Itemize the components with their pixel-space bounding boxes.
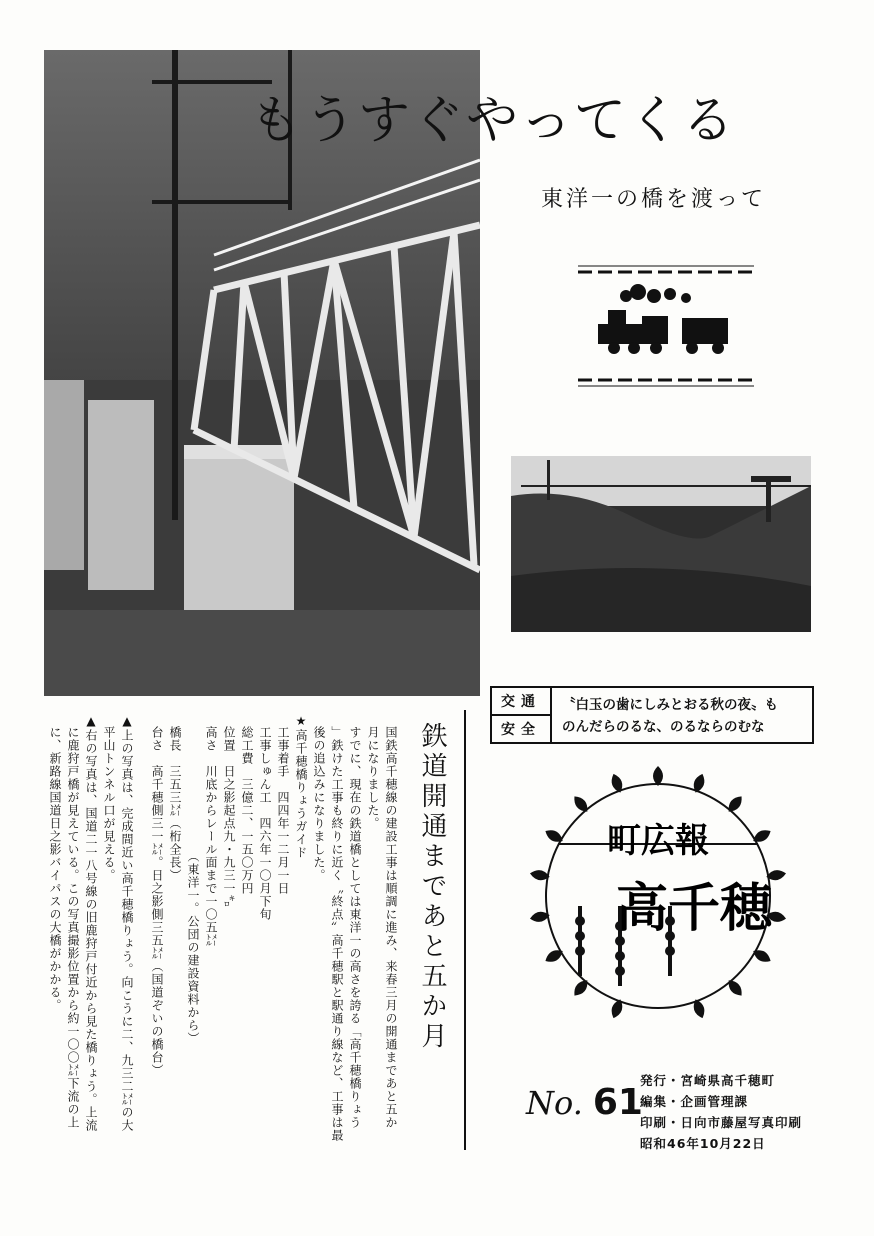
spec-cost: 総工費 三億二、一五〇万円: [240, 726, 254, 895]
article-para-2: 月になりました。: [366, 726, 380, 830]
headline: もうすぐやってくる: [250, 91, 737, 151]
train-illustration: [578, 262, 754, 388]
spec-completion: 工事しゅん工 四六年一〇月下旬: [258, 726, 272, 921]
masthead-top-text: 町広報: [607, 821, 709, 861]
spec-abutment: 台さ 高千穂側三一㍍。日之影側三五㍍（国道ぞいの橋台）: [150, 726, 164, 1077]
subhead: 東洋一の橋を渡って: [541, 187, 767, 212]
wreath-icon: [518, 756, 798, 1036]
traffic-slogan: [562, 694, 808, 738]
rail-bottom-icon: [578, 380, 754, 386]
caption-2: 平山トンネル口が見える。: [102, 726, 116, 882]
publish-date: 昭和46年10月22日: [640, 1136, 766, 1151]
publisher-info: [640, 1070, 802, 1154]
spec-height-note: （東洋一。公団の建設資料から）: [186, 850, 200, 1045]
issue-number: [526, 1082, 643, 1123]
caption-4: に鹿狩戸橋が見えている。この写真撮影位置から約一〇〇㍍下流の上: [66, 726, 80, 1129]
traffic-safety-box: [490, 686, 814, 744]
issue-value: 61: [592, 1082, 643, 1123]
caption-5: に、新路線国道日之影バイパスの大橋がかかる。: [48, 726, 62, 1012]
publisher-line-1: 発行・宮崎県高千穂町: [640, 1073, 776, 1088]
article-title: 鉄道開通まであと五か月: [417, 722, 447, 1052]
masthead: [518, 756, 798, 1036]
article-para-3: すでに、現在の鉄道橋としては東洋一の高さを誇る「高千穂橋りょう: [348, 726, 362, 1129]
article-para-1: 国鉄高千穂線の建設工事は順調に進み、来春三月の開通まであと五か: [384, 726, 398, 1129]
caption-1: ▲上の写真は、完成間近い高千穂橋りょう。向こうに二、九三二㍍の大: [120, 714, 134, 1132]
rail-top-icon: [578, 266, 754, 272]
article-para-5: 後の追込みになりました。: [312, 726, 326, 882]
spec-length: 橋長 三五三㍍（桁全長）: [168, 726, 182, 882]
spec-height: 高さ 川底からレール面まで一〇五㍍: [204, 726, 218, 947]
article-para-4: 」鉄けた工事も終りに近く〝終点〟高千穂駅と駅通り線など、工事は最: [330, 726, 344, 1142]
caption-3: ▲右の写真は、国道二一八号線の旧鹿狩戸付近から見た橋りょう。上流: [84, 714, 98, 1132]
publisher-line-3: 印刷・日向市藤屋写真印刷: [640, 1115, 803, 1130]
traffic-label: [492, 688, 552, 742]
spec-start: 工事着手 四四年一二月一日: [276, 726, 290, 895]
traffic-label-bottom: 安全: [501, 722, 541, 738]
masthead-name-text: 高千穂: [615, 879, 773, 939]
locomotive-icon: [598, 284, 728, 354]
traffic-line-2: のんだらのるな、のるならのむな: [562, 719, 765, 735]
traffic-line-1: 〝白玉の歯にしみとおる秋の夜〟も: [562, 697, 778, 713]
river-photo: [511, 456, 811, 632]
publisher-line-2: 編集・企画管理課: [640, 1094, 749, 1109]
guide-title: ★高千穂橋りょうガイド: [294, 714, 308, 859]
article-divider: [464, 710, 466, 1150]
spec-location: 位置 日之影起点九・九三一㌔: [222, 726, 236, 908]
issue-prefix: No.: [526, 1084, 583, 1122]
traffic-label-top: 交通: [492, 688, 550, 716]
